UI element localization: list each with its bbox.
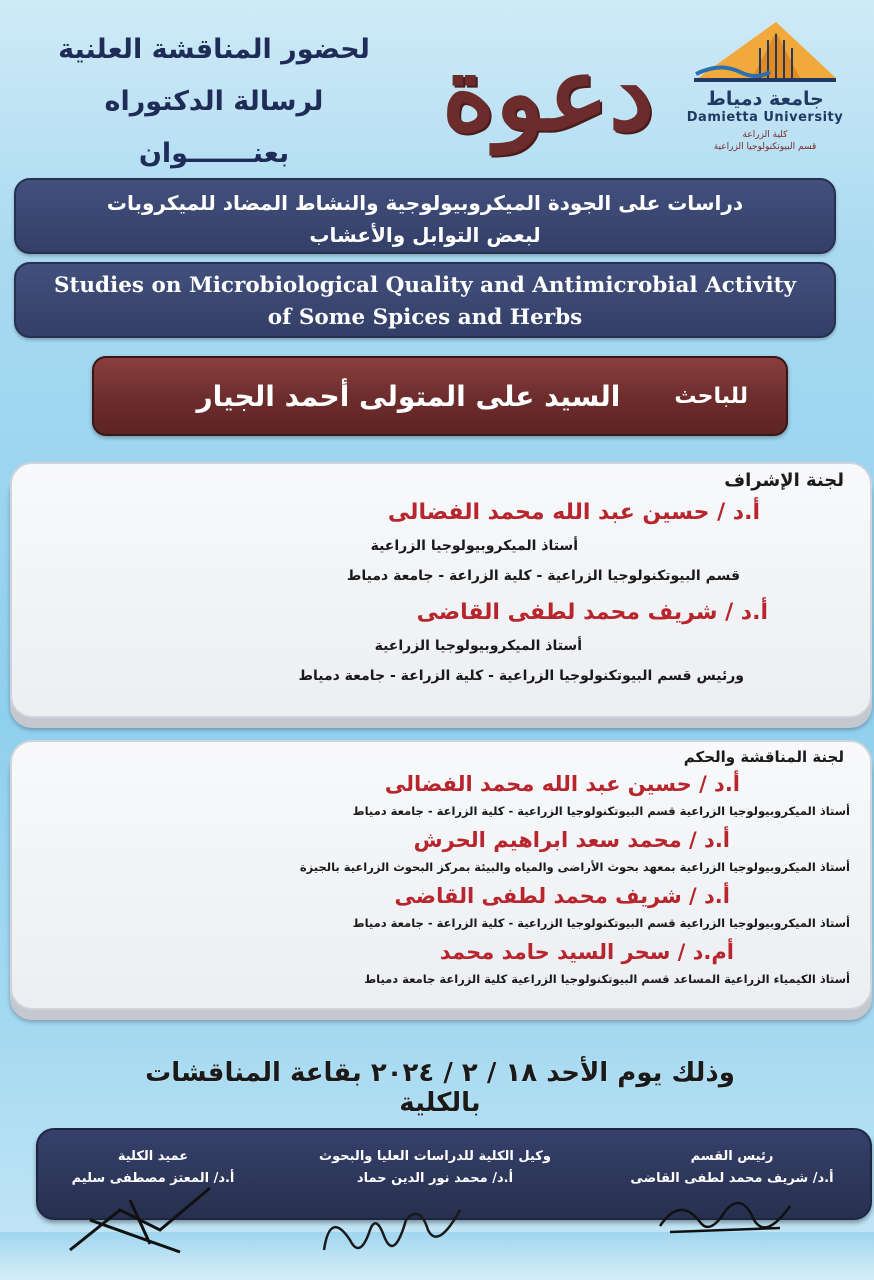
dean-signature-icon — [60, 1180, 220, 1260]
signatory-1-role: رئيس القسم — [690, 1149, 774, 1164]
department-head-signature-icon — [650, 1186, 800, 1246]
thesis-title-ar-line-2: لبعض التوابل والأعشاب — [309, 223, 541, 247]
department-label: قسم البيوتكنولوجيا الزراعية — [713, 142, 817, 152]
signatory-department-head — [612, 1146, 852, 1190]
examiner-1-name: أ.د / حسين عبد الله محمد الفضالى — [384, 772, 740, 796]
college-label: كلية الزراعة — [742, 130, 788, 140]
signatory-vice-dean — [290, 1146, 580, 1190]
signatory-2-role: وكيل الكلية للدراسات العليا والبحوث — [319, 1149, 551, 1164]
researcher-banner — [92, 356, 788, 436]
thesis-title-en-line-2: of Some Spices and Herbs — [267, 305, 583, 330]
invitation-line-3: بعنـــــــوان — [138, 138, 290, 169]
invitation-line-1: لحضور المناقشة العلنية — [58, 34, 370, 65]
researcher-name: السيد على المتولى أحمد الجيار — [196, 379, 621, 413]
examination-committee-panel — [10, 740, 872, 1010]
signatory-3-name: أ.د/ المعتز مصطفى سليم — [71, 1171, 235, 1186]
supervision-heading: لجنة الإشراف — [724, 470, 844, 491]
signatory-2-name: أ.د/ محمد نور الدين حماد — [356, 1171, 514, 1186]
invitation-text — [14, 24, 414, 180]
university-name-ar: جامعة دمياط — [706, 88, 824, 110]
supervision-committee-panel — [10, 462, 872, 718]
defense-date: وذلك يوم الأحد ١٨ / ٢ / ٢٠٢٤ بقاعة المناقشات بالكلية — [145, 1058, 735, 1118]
supervisor-2-name: أ.د / شريف محمد لطفى القاضى — [416, 600, 768, 625]
vice-dean-signature-icon — [310, 1190, 480, 1270]
thesis-title-english — [14, 262, 836, 338]
thesis-title-ar-line-1: دراسات على الجودة الميكروبيولوجية والنشاط المضاد للميكروبات — [106, 191, 744, 215]
examination-heading: لجنة المناقشة والحكم — [683, 748, 844, 766]
examiner-1-affiliation: أستاذ الميكروبيولوجيا الزراعية قسم البيوتكنولوجيا الزراعية - كلية الزراعة - جامعة دمياط — [352, 804, 850, 818]
supervisor-1-affiliation: قسم البيوتكنولوجيا الزراعية - كلية الزراعة - جامعة دمياط — [346, 568, 740, 584]
researcher-label: للباحث — [674, 383, 748, 409]
supervisor-1-title: أستاذ الميكروبيولوجيا الزراعية — [370, 538, 578, 554]
supervisor-1-name: أ.د / حسين عبد الله محمد الفضالى — [387, 500, 760, 525]
thesis-title-en-line-1: Studies on Microbiological Quality and Antimicrobial Activity — [53, 273, 797, 298]
thesis-title-arabic — [14, 178, 836, 254]
supervisor-2-title: أستاذ الميكروبيولوجيا الزراعية — [374, 638, 582, 654]
university-name-en: Damietta University — [686, 110, 844, 125]
examiner-4-affiliation: أستاذ الكيمياء الزراعية المساعد قسم البيوتكنولوجيا الزراعية كلية الزراعة جامعة دمياط — [364, 972, 850, 986]
examiner-2-name: أ.د / محمد سعد ابراهيم الحرش — [413, 828, 730, 852]
invitation-calligraphy: دعوة — [441, 34, 655, 154]
pyramid-logo-icon — [690, 14, 840, 86]
invitation-line-2: لرسالة الدكتوراه — [104, 86, 324, 117]
examiner-3-affiliation: أستاذ الميكروبيولوجيا الزراعية قسم البيوتكنولوجيا الزراعية - كلية الزراعة - جامعة دمياط — [352, 916, 850, 930]
signatory-1-name: أ.د/ شريف محمد لطفى القاضى — [630, 1171, 834, 1186]
examiner-4-name: أم.د / سحر السيد حامد محمد — [439, 940, 734, 964]
examiner-3-name: أ.د / شريف محمد لطفى القاضى — [394, 884, 730, 908]
supervisor-2-affiliation: ورئيس قسم البيوتكنولوجيا الزراعية - كلية الزراعة - جامعة دمياط — [298, 668, 744, 684]
college-name — [714, 129, 817, 153]
signatory-3-role: عميد الكلية — [117, 1149, 189, 1164]
examiner-2-affiliation: أستاذ الميكروبيولوجيا الزراعية بمعهد بحوث الأراضى والمياه والبيئة بمركز البحوث الزراعية بالجيزة — [299, 860, 850, 874]
university-logo — [680, 14, 850, 174]
